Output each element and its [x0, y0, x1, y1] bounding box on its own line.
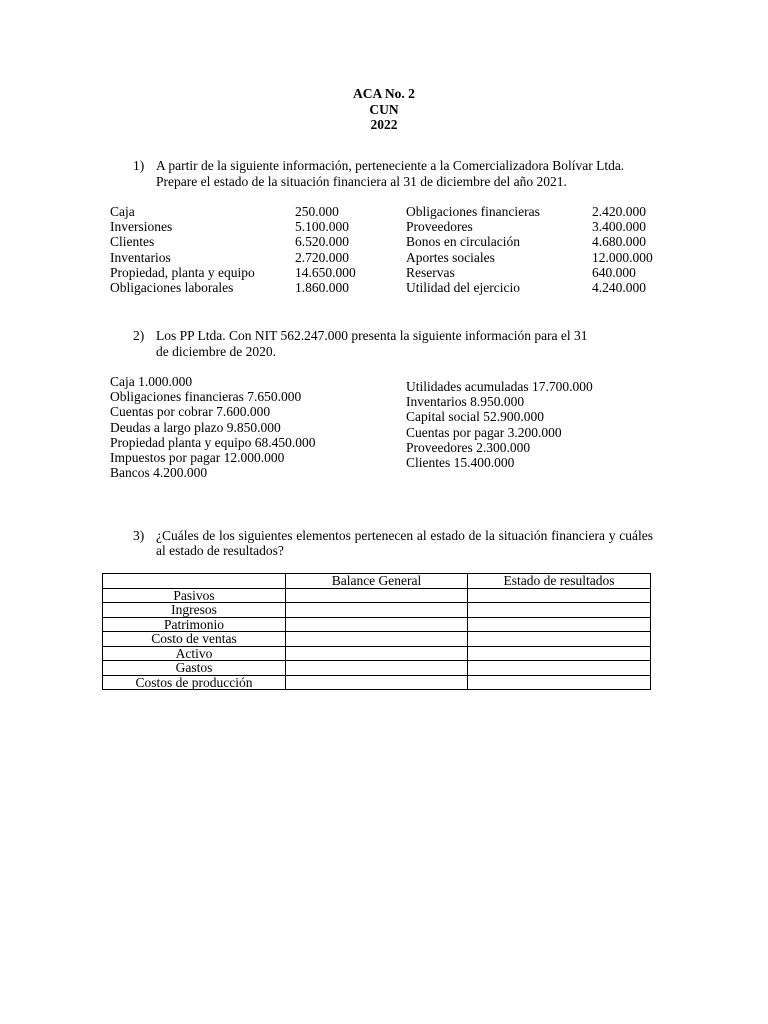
classification-table: [102, 573, 651, 690]
account-label: Bonos en circulación: [406, 234, 520, 250]
balance-general-cell: [286, 675, 468, 690]
table-row: [103, 661, 651, 676]
balance-general-cell: [286, 617, 468, 632]
element-label: Costos de producción: [103, 675, 286, 690]
table-header-cell: Estado de resultados: [468, 574, 651, 589]
question-2-line-1: Los PP Ltda. Con NIT 562.247.000 presenta la siguiente información para el 31: [156, 328, 588, 343]
table-header-cell: [103, 574, 286, 589]
account-value: 640.000: [592, 264, 636, 280]
estado-resultados-cell: [468, 588, 651, 603]
balance-general-cell: [286, 661, 468, 676]
account-label: Caja: [110, 204, 135, 219]
account-value: 6.520.000: [295, 234, 349, 250]
estado-resultados-cell: [468, 603, 651, 618]
account-entry: Caja 1.000.000: [110, 374, 193, 389]
q2-right-list: [406, 379, 593, 470]
q2-left-list: [110, 374, 315, 480]
balance-general-cell: [286, 603, 468, 618]
table-row: [103, 617, 651, 632]
question-2-line-2: de diciembre de 2020.: [156, 344, 276, 359]
account-entry: Capital social 52.900.000: [406, 409, 544, 425]
element-label: Costo de ventas: [103, 632, 286, 647]
table-row: [103, 588, 651, 603]
table-row: [103, 603, 651, 618]
q1-left-labels: [110, 204, 255, 295]
balance-general-cell: [286, 646, 468, 661]
table-header-cell: Balance General: [286, 574, 468, 589]
question-number: 1): [133, 158, 145, 173]
balance-general-cell: [286, 588, 468, 603]
header-title: ACA No. 2: [353, 86, 415, 101]
question-number: 2): [133, 328, 145, 343]
q1-right-labels: [406, 204, 540, 295]
account-label: Obligaciones financieras: [406, 204, 540, 219]
question-1-line-1: A partir de la siguiente información, perteneciente a la Comercializadora Bolívar Ltda.: [156, 158, 625, 173]
account-value: 250.000: [295, 204, 339, 219]
account-label: Reservas: [406, 264, 455, 280]
table-header-row: [103, 574, 651, 589]
estado-resultados-cell: [468, 646, 651, 661]
account-label: Clientes: [110, 234, 155, 250]
estado-resultados-cell: [468, 617, 651, 632]
element-label: Activo: [103, 646, 286, 661]
account-label: Aportes sociales: [406, 249, 495, 265]
account-value: 12.000.000: [592, 249, 653, 265]
document-header: [0, 86, 768, 133]
account-entry: Cuentas por cobrar 7.600.000: [110, 404, 271, 420]
element-label: Patrimonio: [103, 617, 286, 632]
question-1-line-2: Prepare el estado de la situación financiera al 31 de diciembre del año 2021.: [156, 174, 567, 189]
account-label: Inversiones: [110, 219, 173, 235]
question-number: 3): [133, 528, 145, 543]
account-value: 14.650.000: [295, 264, 356, 280]
account-entry: Impuestos por pagar 12.000.000: [110, 450, 285, 466]
account-entry: Obligaciones financieras 7.650.000: [110, 389, 302, 405]
account-entry: Clientes 15.400.000: [406, 455, 515, 471]
account-entry: Propiedad planta y equipo 68.450.000: [110, 434, 316, 450]
account-value: 2.420.000: [592, 204, 646, 219]
account-entry: Deudas a largo plazo 9.850.000: [110, 419, 281, 435]
account-value: 4.240.000: [592, 280, 646, 296]
account-value: 1.860.000: [295, 280, 349, 296]
account-value: 4.680.000: [592, 234, 646, 250]
estado-resultados-cell: [468, 632, 651, 647]
q1-left-values: [295, 204, 356, 295]
account-entry: Bancos 4.200.000: [110, 465, 208, 481]
account-label: Obligaciones laborales: [110, 280, 234, 296]
table-row: [103, 632, 651, 647]
account-entry: Proveedores 2.300.000: [406, 439, 531, 455]
account-value: 2.720.000: [295, 249, 349, 265]
q1-right-values: [592, 204, 653, 295]
account-entry: Utilidades acumuladas 17.700.000: [406, 379, 593, 394]
table-row: [103, 646, 651, 661]
header-year: 2022: [370, 117, 398, 132]
account-label: Utilidad del ejercicio: [406, 280, 520, 296]
element-label: Ingresos: [103, 603, 286, 618]
account-entry: Cuentas por pagar 3.200.000: [406, 424, 562, 440]
question-3-text: ¿Cuáles de los siguientes elementos pertenecen al estado de la situación financiera y cuáles al estado de resultados?: [156, 528, 653, 559]
estado-resultados-cell: [468, 661, 651, 676]
account-label: Inventarios: [110, 249, 171, 265]
account-label: Propiedad, planta y equipo: [110, 264, 255, 280]
account-value: 3.400.000: [592, 219, 646, 235]
header-institution: CUN: [369, 101, 399, 117]
table-row: [103, 675, 651, 690]
account-entry: Inventarios 8.950.000: [406, 394, 525, 410]
balance-general-cell: [286, 632, 468, 647]
element-label: Pasivos: [103, 588, 286, 603]
estado-resultados-cell: [468, 675, 651, 690]
account-label: Proveedores: [406, 219, 473, 235]
account-value: 5.100.000: [295, 219, 349, 235]
element-label: Gastos: [103, 661, 286, 676]
